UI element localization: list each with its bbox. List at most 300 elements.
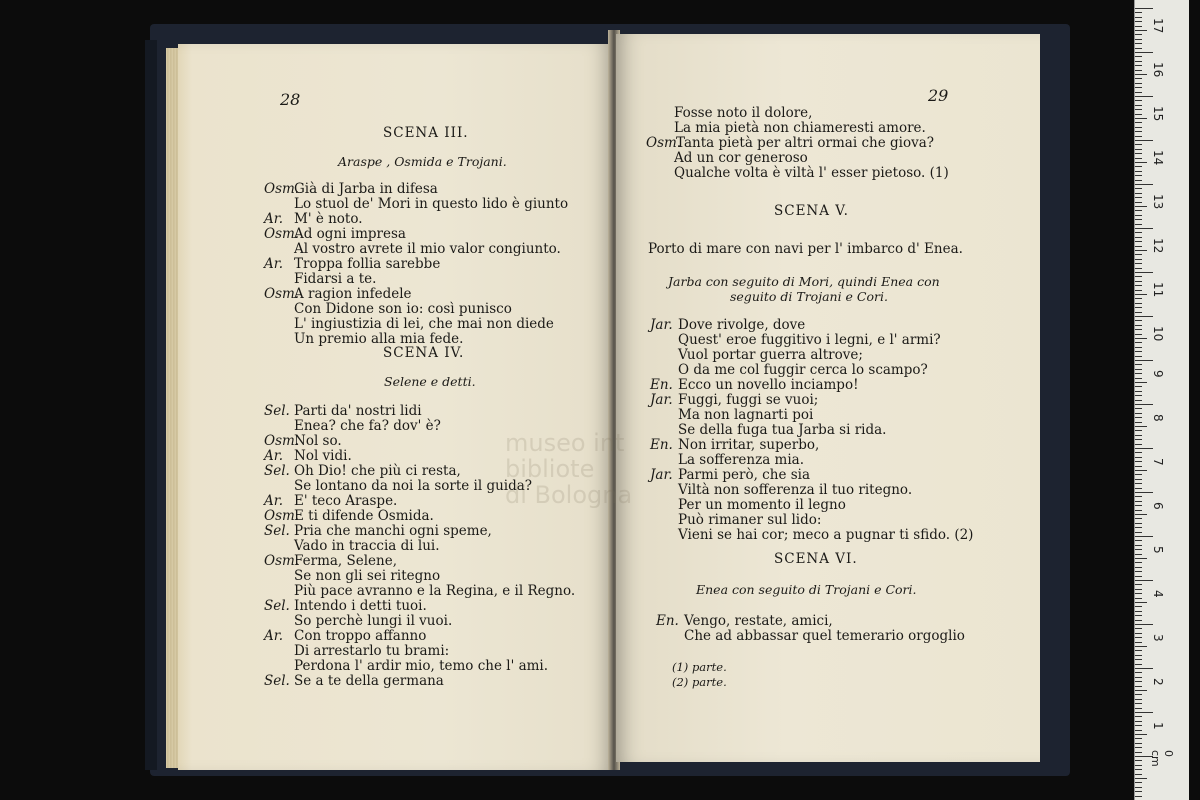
dialogue-line: [264, 257, 440, 272]
ruler-tick: [1135, 611, 1142, 612]
ruler-tick: [1135, 580, 1153, 581]
speaker-label: Osm.: [264, 508, 300, 524]
ruler-tick: [1135, 52, 1153, 53]
scene-characters: Enea con seguito di Trojani e Cori.: [696, 582, 917, 597]
ruler-tick: [1135, 105, 1142, 106]
ruler-tick: [1135, 210, 1142, 211]
ruler-tick: [1135, 668, 1153, 669]
scene-heading: SCENA VI.: [774, 551, 858, 567]
ruler-tick: [1135, 188, 1142, 189]
ruler-tick: [1135, 21, 1142, 22]
speaker-label: Osm.: [264, 286, 300, 302]
ruler-tick: [1135, 78, 1142, 79]
ruler-tick: [1135, 796, 1142, 797]
ruler-tick: [1135, 774, 1142, 775]
ruler-tick: [1135, 131, 1142, 132]
ruler-tick: [1135, 338, 1147, 339]
ruler-tick: [1135, 787, 1142, 788]
ruler-tick: [1135, 620, 1142, 621]
ruler-tick: [1135, 400, 1142, 401]
dialogue-text: Con troppo affanno: [294, 628, 427, 644]
ruler-tick: [1135, 571, 1142, 572]
ruler-tick: [1135, 576, 1142, 577]
dialogue-line: Vuol portar guerra altrove;: [678, 347, 863, 363]
ruler-tick: [1135, 12, 1142, 13]
ruler-number: 1: [1151, 722, 1165, 730]
dialogue-text: Parmi però, che sia: [678, 467, 811, 483]
ruler-tick: [1135, 540, 1142, 541]
ruler-tick: [1135, 175, 1142, 176]
ruler-tick: [1135, 558, 1147, 559]
dialogue-line: O da me col fuggir cerca lo scampo?: [678, 362, 928, 378]
ruler-tick: [1135, 263, 1142, 264]
ruler-tick: [1135, 215, 1142, 216]
ruler-number: 13: [1151, 194, 1165, 210]
ruler-tick: [1135, 439, 1142, 440]
scene-characters: Jarba con seguito di Mori, quindi Enea con: [668, 274, 940, 289]
ruler-tick: [1135, 496, 1142, 497]
ruler-tick: [1135, 30, 1147, 31]
dialogue-text: Oh Dio! che più ci resta,: [294, 463, 461, 479]
speaker-label: Sel.: [264, 403, 290, 419]
dialogue-text: Tanta pietà per altri ormai che giova?: [676, 135, 934, 151]
ruler-tick: [1135, 39, 1142, 40]
ruler-tick: [1135, 118, 1147, 119]
dialogue-text: M' è noto.: [294, 211, 363, 227]
ruler-tick: [1135, 470, 1147, 471]
ruler-tick: [1135, 536, 1153, 537]
ruler-tick: [1135, 598, 1142, 599]
ruler-tick: [1135, 369, 1142, 370]
ruler-tick: [1135, 342, 1142, 343]
ruler-tick: [1135, 351, 1142, 352]
ruler-tick: [1135, 791, 1142, 792]
ruler-tick: [1135, 83, 1142, 84]
ruler-tick: [1135, 65, 1142, 66]
ruler-tick: [1135, 483, 1142, 484]
ruler-tick: [1135, 734, 1147, 735]
ruler-tick: [1135, 677, 1142, 678]
ruler-tick: [1135, 334, 1142, 335]
ruler-tick: [1135, 681, 1142, 682]
ruler-tick: [1135, 769, 1142, 770]
ruler-tick: [1135, 659, 1142, 660]
dialogue-line: [264, 287, 412, 302]
scene-characters: seguito di Trojani e Cori.: [730, 289, 888, 304]
dialogue-text: A ragion infedele: [294, 286, 412, 302]
ruler-tick: [1135, 672, 1142, 673]
ruler-tick: [1135, 444, 1142, 445]
dialogue-line: Viltà non sofferenza il tuo ritegno.: [678, 482, 913, 498]
ruler-tick: [1135, 171, 1142, 172]
speaker-label: Jar.: [650, 317, 673, 333]
ruler-tick: [1135, 61, 1142, 62]
ruler-tick: [1135, 712, 1153, 713]
dialogue-line: [264, 404, 422, 419]
ruler-tick: [1135, 285, 1142, 286]
ruler-tick: [1135, 224, 1142, 225]
ruler-tick: [1135, 435, 1142, 436]
ruler-tick: [1135, 699, 1142, 700]
ruler-tick: [1135, 325, 1142, 326]
ruler-tick: [1135, 109, 1142, 110]
ruler-tick: [1135, 514, 1147, 515]
dialogue-text: Troppa follia sarebbe: [294, 256, 441, 272]
measurement-ruler: [1134, 0, 1189, 800]
ruler-tick: [1135, 778, 1147, 779]
dialogue-text: Nol so.: [294, 433, 342, 449]
ruler-tick: [1135, 74, 1147, 75]
ruler-tick: [1135, 716, 1142, 717]
dialogue-line: Un premio alla mia fede.: [294, 331, 464, 347]
ruler-tick: [1135, 765, 1142, 766]
scene-setting: Porto di mare con navi per l' imbarco d' Enea.: [648, 241, 963, 257]
dialogue-line: [650, 468, 810, 483]
ruler-tick: [1135, 364, 1142, 365]
ruler-tick: [1135, 114, 1142, 115]
dialogue-line: Qualche volta è viltà l' esser pietoso. (1): [674, 165, 949, 181]
dialogue-text: E' teco Araspe.: [294, 493, 398, 509]
dialogue-text: Non irritar, superbo,: [678, 437, 820, 453]
ruler-tick: [1135, 184, 1153, 185]
ruler-tick: [1135, 606, 1142, 607]
ruler-tick: [1135, 549, 1142, 550]
dialogue-line: [650, 318, 805, 333]
ruler-tick: [1135, 474, 1142, 475]
dialogue-text: Vengo, restate, amici,: [684, 613, 833, 629]
dialogue-line: Fidarsi a te.: [294, 271, 377, 287]
ruler-tick: [1135, 237, 1142, 238]
speaker-label: En.: [650, 377, 673, 393]
ruler-number: 2: [1151, 678, 1165, 686]
ruler-tick: [1135, 316, 1153, 317]
page-number: 28: [280, 90, 301, 109]
scene-characters: Araspe , Osmida e Trojani.: [338, 154, 507, 169]
ruler-number: 7: [1151, 458, 1165, 466]
dialogue-line: [650, 438, 819, 453]
ruler-tick: [1135, 100, 1142, 101]
ruler-tick: [1135, 294, 1147, 295]
ruler-tick: [1135, 259, 1142, 260]
dialogue-line: Vieni se hai cor; meco a pugnar ti sfido. (2): [678, 527, 974, 543]
ruler-tick: [1135, 320, 1142, 321]
ruler-tick: [1135, 430, 1142, 431]
ruler-number: 17: [1151, 18, 1165, 34]
speaker-label: Sel.: [264, 463, 290, 479]
dialogue-line: Se non gli sei ritegno: [294, 568, 441, 584]
dialogue-line: Se lontano da noi la sorte il guida?: [294, 478, 533, 494]
ruler-tick: [1135, 448, 1153, 449]
ruler-tick: [1135, 646, 1147, 647]
ruler-tick: [1135, 554, 1142, 555]
ruler-tick: [1135, 140, 1153, 141]
dialogue-text: Intendo i detti tuoi.: [294, 598, 427, 614]
ruler-tick: [1135, 391, 1142, 392]
ruler-tick: [1135, 584, 1142, 585]
dialogue-text: Parti da' nostri lidi: [294, 403, 422, 419]
dialogue-line: Ma non lagnarti poi: [678, 407, 814, 423]
speaker-label: Osm.: [264, 226, 300, 242]
ruler-tick: [1135, 153, 1142, 154]
ruler-tick: [1135, 373, 1142, 374]
library-watermark: [505, 430, 632, 508]
ruler-tick: [1135, 122, 1142, 123]
ruler-tick: [1135, 562, 1142, 563]
ruler-tick: [1135, 650, 1142, 651]
ruler-tick: [1135, 413, 1142, 414]
dialogue-line: Quest' eroe fuggitivo i legni, e l' armi?: [678, 332, 941, 348]
ruler-number: 15: [1151, 106, 1165, 122]
ruler-tick: [1135, 452, 1142, 453]
ruler-number: 12: [1151, 238, 1165, 254]
dialogue-text: Ferma, Selene,: [294, 553, 398, 569]
dialogue-text: Fuggi, fuggi se vuoi;: [678, 392, 819, 408]
ruler-tick: [1135, 518, 1142, 519]
dialogue-line: Se della fuga tua Jarba si rida.: [678, 422, 887, 438]
dialogue-line: [264, 449, 352, 464]
dialogue-text: Ecco un novello inciampo!: [678, 377, 859, 393]
ruler-tick: [1135, 290, 1142, 291]
dialogue-text: Nol vidi.: [294, 448, 352, 464]
ruler-number: 16: [1151, 62, 1165, 78]
speaker-label: Osm.: [264, 181, 300, 197]
ruler-tick: [1135, 43, 1142, 44]
ruler-tick: [1135, 193, 1142, 194]
ruler-tick: [1135, 144, 1142, 145]
dialogue-text: Già di Jarba in difesa: [294, 181, 438, 197]
dialogue-line: [264, 509, 434, 524]
ruler-number: 4: [1151, 590, 1165, 598]
ruler-tick: [1135, 488, 1142, 489]
speaker-label: Osm.: [264, 553, 300, 569]
dialogue-line: So perchè lungi il vuoi.: [294, 613, 453, 629]
dialogue-line: Al vostro avrete il mio valor congiunto.: [294, 241, 561, 257]
ruler-unit-label: 0 cm: [1149, 750, 1175, 767]
ruler-tick: [1135, 466, 1142, 467]
speaker-label: Ar.: [264, 448, 284, 464]
dialogue-line: Fosse noto il dolore,: [674, 105, 813, 121]
ruler-number: 9: [1151, 370, 1165, 378]
dialogue-line: Lo stuol de' Mori in questo lido è giunto: [294, 196, 569, 212]
ruler-number: 8: [1151, 414, 1165, 422]
ruler-tick: [1135, 457, 1142, 458]
ruler-tick: [1135, 404, 1153, 405]
dialogue-text: Pria che manchi ogni speme,: [294, 523, 492, 539]
ruler-tick: [1135, 633, 1142, 634]
ruler-tick: [1135, 637, 1142, 638]
ruler-tick: [1135, 166, 1142, 167]
ruler-tick: [1135, 268, 1142, 269]
scene-characters: Selene e detti.: [384, 374, 476, 389]
dialogue-text: Se a te della germana: [294, 673, 444, 689]
dialogue-line: [264, 674, 444, 689]
dialogue-line: L' ingiustizia di lei, che mai non diede: [294, 316, 554, 332]
ruler-tick: [1135, 254, 1142, 255]
ruler-tick: [1135, 602, 1147, 603]
ruler-tick: [1135, 422, 1142, 423]
speaker-label: Ar.: [264, 493, 284, 509]
ruler-tick: [1135, 87, 1142, 88]
dialogue-line: [646, 136, 934, 151]
dialogue-line: Enea? che fa? dov' è?: [294, 418, 441, 434]
ruler-tick: [1135, 26, 1142, 27]
speaker-label: Ar.: [264, 211, 284, 227]
ruler-tick: [1135, 510, 1142, 511]
dialogue-text: E ti difende Osmida.: [294, 508, 434, 524]
ruler-tick: [1135, 197, 1142, 198]
dialogue-line: Più pace avranno e la Regina, e il Regno.: [294, 583, 576, 599]
ruler-tick: [1135, 694, 1142, 695]
ruler-tick: [1135, 136, 1142, 137]
ruler-tick: [1135, 360, 1153, 361]
speaker-label: Ar.: [264, 628, 284, 644]
watermark-line: bibliote: [505, 455, 595, 483]
dialogue-line: Ad un cor generoso: [674, 150, 808, 166]
ruler-tick: [1135, 162, 1147, 163]
dialogue-line: [264, 494, 397, 509]
ruler-tick: [1135, 127, 1142, 128]
ruler-tick: [1135, 382, 1147, 383]
ruler-tick: [1135, 158, 1142, 159]
ruler-tick: [1135, 708, 1142, 709]
ruler-tick: [1135, 615, 1142, 616]
ruler-tick: [1135, 70, 1142, 71]
ruler-tick: [1135, 206, 1147, 207]
scene-heading: SCENA III.: [383, 125, 469, 141]
ruler-tick: [1135, 56, 1142, 57]
ruler-tick: [1135, 738, 1142, 739]
dialogue-line: Può rimaner sul lido:: [678, 512, 822, 528]
ruler-tick: [1135, 276, 1142, 277]
ruler-tick: [1135, 655, 1142, 656]
ruler-tick: [1135, 505, 1142, 506]
ruler-number: 5: [1151, 546, 1165, 554]
dialogue-line: Perdona l' ardir mio, temo che l' ami.: [294, 658, 549, 674]
ruler-tick: [1135, 479, 1142, 480]
scene-heading: SCENA V.: [774, 203, 849, 219]
dialogue-line: [650, 393, 818, 408]
dialogue-line: La sofferenza mia.: [678, 452, 804, 468]
ruler-tick: [1135, 690, 1147, 691]
dialogue-line: [264, 599, 427, 614]
ruler-tick: [1135, 664, 1142, 665]
dialogue-line: [264, 227, 406, 242]
dialogue-line: Vado in traccia di lui.: [294, 538, 440, 554]
dialogue-line: [656, 614, 833, 629]
ruler-tick: [1135, 628, 1142, 629]
ruler-tick: [1135, 747, 1142, 748]
ruler-tick: [1135, 281, 1142, 282]
ruler-tick: [1135, 593, 1142, 594]
ruler-tick: [1135, 461, 1142, 462]
ruler-tick: [1135, 246, 1142, 247]
footnote: (2) parte.: [672, 675, 727, 689]
dialogue-line: [264, 212, 363, 227]
ruler-number: 11: [1151, 282, 1165, 298]
ruler-tick: [1135, 725, 1142, 726]
speaker-label: Osm.: [646, 135, 682, 151]
ruler-tick: [1135, 241, 1142, 242]
dialogue-line: [264, 554, 397, 569]
ruler-tick: [1135, 721, 1142, 722]
ruler-number: 14: [1151, 150, 1165, 166]
dialogue-line: [264, 524, 492, 539]
dialogue-line: La mia pietà non chiameresti amore.: [674, 120, 926, 136]
dialogue-line: Di arrestarlo tu brami:: [294, 643, 450, 659]
ruler-tick: [1135, 743, 1142, 744]
ruler-tick: [1135, 545, 1142, 546]
ruler-tick: [1135, 329, 1142, 330]
ruler-tick: [1135, 395, 1142, 396]
ruler-tick: [1135, 408, 1142, 409]
ruler-tick: [1135, 589, 1142, 590]
ruler-tick: [1135, 34, 1142, 35]
speaker-label: Jar.: [650, 467, 673, 483]
ruler-tick: [1135, 730, 1142, 731]
ruler-tick: [1135, 180, 1142, 181]
ruler-tick: [1135, 356, 1142, 357]
page-number: 29: [928, 86, 949, 105]
dialogue-text: Dove rivolge, dove: [678, 317, 806, 333]
dialogue-line: [264, 182, 438, 197]
left-page: [178, 44, 612, 770]
ruler-tick: [1135, 8, 1153, 9]
ruler-tick: [1135, 149, 1142, 150]
speaker-label: En.: [656, 613, 679, 629]
ruler-tick: [1135, 782, 1142, 783]
watermark-line: di Bologna: [505, 481, 633, 509]
ruler-tick: [1135, 378, 1142, 379]
ruler-tick: [1135, 752, 1142, 753]
ruler-tick: [1135, 347, 1142, 348]
ruler-tick: [1135, 298, 1142, 299]
scene-heading: SCENA IV.: [383, 345, 465, 361]
dialogue-text: Ad ogni impresa: [294, 226, 406, 242]
ruler-tick: [1135, 417, 1142, 418]
ruler-tick: [1135, 624, 1153, 625]
footnote: (1) parte.: [672, 660, 727, 674]
dialogue-line: Con Didone son io: così punisco: [294, 301, 512, 317]
ruler-tick: [1135, 312, 1142, 313]
dialogue-line: Per un momento il legno: [678, 497, 846, 513]
ruler-tick: [1135, 92, 1142, 93]
ruler-tick: [1135, 48, 1142, 49]
ruler-number: 6: [1151, 502, 1165, 510]
speaker-label: Sel.: [264, 673, 290, 689]
ruler-tick: [1135, 250, 1147, 251]
ruler-tick: [1135, 501, 1142, 502]
ruler-number: 10: [1151, 326, 1165, 342]
dialogue-line: [264, 629, 426, 644]
ruler-tick: [1135, 567, 1142, 568]
ruler-tick: [1135, 202, 1142, 203]
dialogue-line: [650, 378, 859, 393]
ruler-tick: [1135, 426, 1147, 427]
ruler-tick: [1135, 303, 1142, 304]
ruler-tick: [1135, 386, 1142, 387]
ruler-tick: [1135, 760, 1142, 761]
book-spine-edge: [145, 40, 157, 770]
speaker-label: Jar.: [650, 392, 673, 408]
ruler-tick: [1135, 232, 1142, 233]
ruler-tick: [1135, 307, 1142, 308]
dialogue-line: Che ad abbassar quel temerario orgoglio: [684, 628, 965, 644]
ruler-tick: [1135, 686, 1142, 687]
ruler-tick: [1135, 17, 1142, 18]
ruler-tick: [1135, 642, 1142, 643]
ruler-tick: [1135, 523, 1142, 524]
ruler-tick: [1135, 96, 1153, 97]
